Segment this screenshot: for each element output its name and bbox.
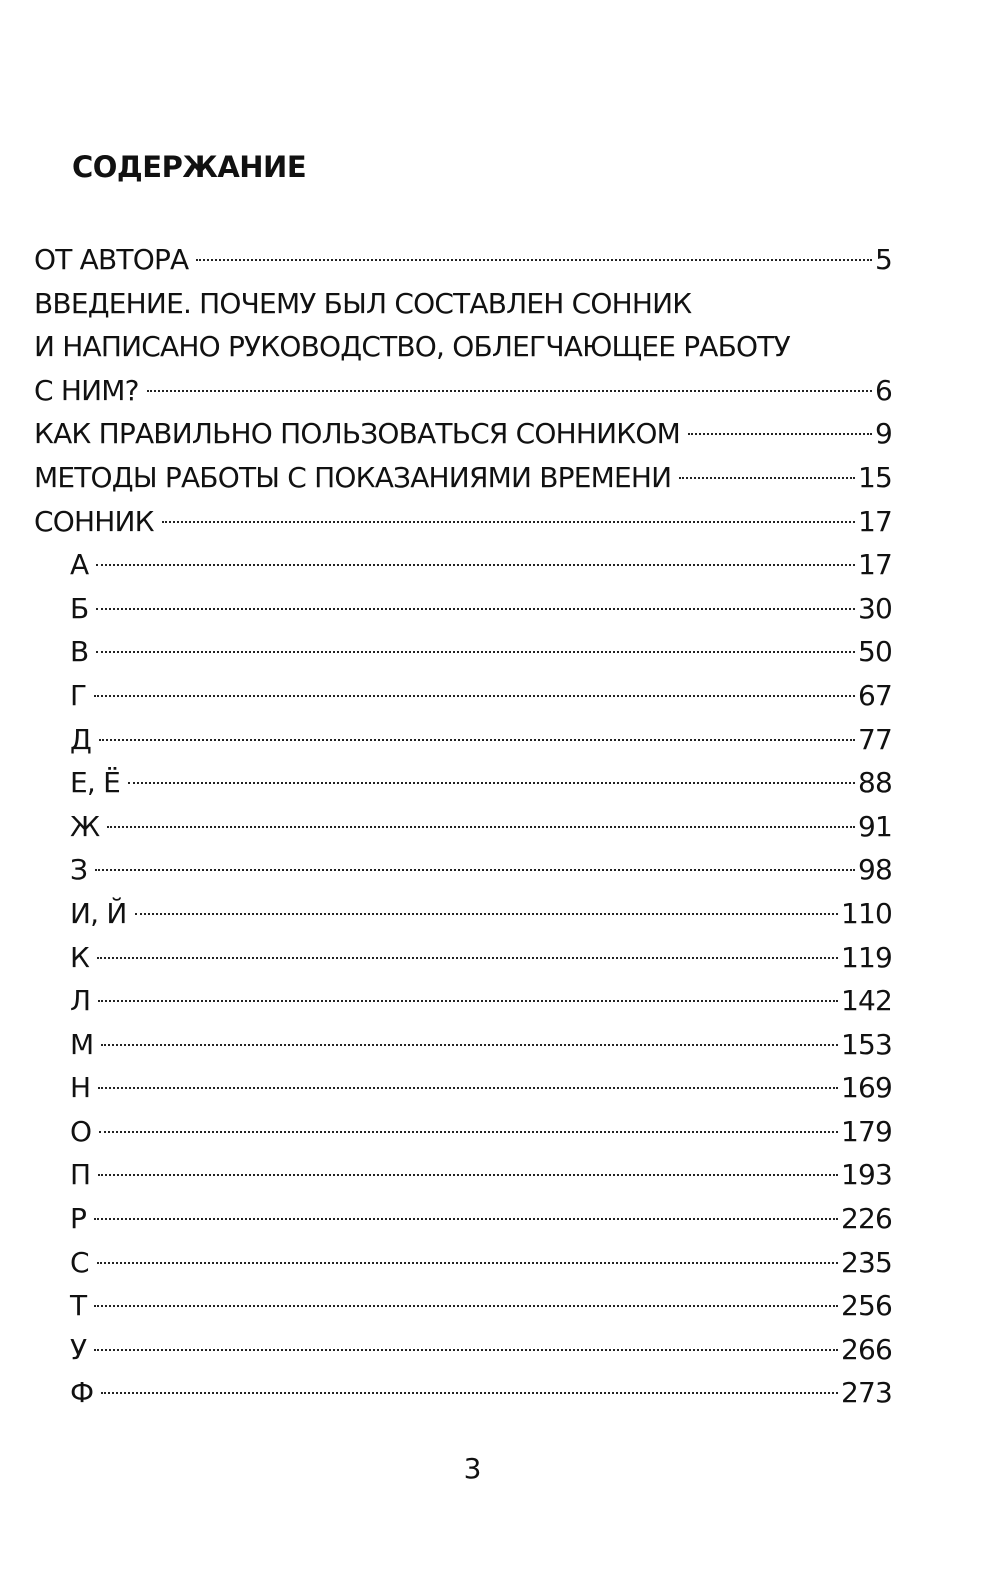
toc-letter-page: 193 (840, 1158, 892, 1192)
toc-letter-label: Т (70, 1289, 87, 1323)
toc-entry-label: И НАПИСАНО РУКОВОДСТВО, ОБЛЕГЧАЮЩЕЕ РАБОТУ (34, 330, 790, 364)
toc-letter-entry[interactable] (34, 1110, 892, 1154)
toc-letter-page: 67 (857, 678, 892, 712)
toc-letter-label: Д (70, 722, 92, 756)
dot-leader (97, 1262, 838, 1264)
toc-letter-label: Ф (70, 1376, 94, 1410)
toc-letter-label: С (70, 1245, 89, 1279)
toc-letter-page: 226 (840, 1202, 892, 1236)
toc-letter-entry[interactable] (34, 1197, 892, 1241)
toc-letter-label: Б (70, 591, 89, 625)
toc-letter-entry[interactable] (34, 979, 892, 1023)
toc-letter-page: 266 (840, 1332, 892, 1366)
toc-letter-label: У (70, 1332, 87, 1366)
toc-entry-label: МЕТОДЫ РАБОТЫ С ПОКАЗАНИЯМИ ВРЕМЕНИ (34, 460, 672, 494)
toc-letter-label: П (70, 1158, 91, 1192)
toc-letter-label: Р (70, 1202, 87, 1236)
toc-entry-label: СОННИК (34, 504, 154, 538)
toc-letter-entry[interactable] (34, 674, 892, 718)
toc-entry-author[interactable] (34, 238, 892, 282)
toc-entry-page: 17 (857, 504, 892, 538)
toc-letter-page: 77 (857, 722, 892, 756)
dot-leader (96, 651, 855, 653)
toc-letter-page: 235 (840, 1245, 892, 1279)
dot-leader (94, 695, 855, 697)
toc-letter-page: 273 (840, 1376, 892, 1410)
dot-leader (101, 1044, 838, 1046)
page-number: 3 (463, 1452, 482, 1485)
toc-letter-label: Л (70, 984, 91, 1018)
toc-letter-page: 169 (840, 1071, 892, 1105)
toc-letter-page: 98 (857, 853, 892, 887)
toc-letter-page: 110 (840, 896, 892, 930)
toc-letter-entry[interactable] (34, 1023, 892, 1067)
toc-letter-label: И, Й (70, 896, 127, 930)
toc-letter-entry[interactable] (34, 936, 892, 980)
dot-leader (128, 782, 855, 784)
dot-leader (101, 1392, 838, 1394)
toc-entry-label: КАК ПРАВИЛЬНО ПОЛЬЗОВАТЬСЯ СОННИКОМ (34, 417, 680, 451)
dot-leader (135, 913, 838, 915)
toc-letter-page: 153 (840, 1027, 892, 1061)
dot-leader (94, 1349, 838, 1351)
toc-letter-entry[interactable] (34, 543, 892, 587)
toc-letter-page: 119 (840, 940, 892, 974)
toc-entry-label: С НИМ? (34, 373, 139, 407)
dot-leader (196, 259, 872, 261)
dot-leader (688, 433, 872, 435)
toc-entry-label: ВВЕДЕНИЕ. ПОЧЕМУ БЫЛ СОСТАВЛЕН СОННИК (34, 286, 692, 320)
dot-leader (99, 1131, 838, 1133)
toc-letter-page: 91 (857, 809, 892, 843)
dot-leader (107, 826, 855, 828)
toc-letter-label: М (70, 1027, 94, 1061)
dot-leader (95, 869, 855, 871)
dot-leader (97, 957, 838, 959)
dot-leader (94, 1305, 838, 1307)
dot-leader (94, 1218, 838, 1220)
toc-entry-page: 15 (857, 460, 892, 494)
toc-entry-page: 5 (874, 243, 892, 276)
toc-entry-how-to-use[interactable] (34, 412, 892, 456)
toc-letter-label: В (70, 635, 89, 669)
toc-letter-label: З (70, 853, 88, 887)
page-title: СОДЕРЖАНИЕ (72, 150, 307, 184)
toc-entry-dream-book[interactable] (34, 500, 892, 544)
dot-leader (96, 564, 855, 566)
toc-entry-methods[interactable] (34, 456, 892, 500)
toc-entry-intro-line3[interactable] (34, 369, 892, 413)
toc-letter-entry[interactable] (34, 1153, 892, 1197)
toc-letter-entry[interactable] (34, 892, 892, 936)
dot-leader (679, 477, 855, 479)
toc-letter-entry[interactable] (34, 1284, 892, 1328)
toc-letter-entry[interactable] (34, 1066, 892, 1110)
toc-letter-label: К (70, 940, 90, 974)
toc-letter-entry[interactable] (34, 630, 892, 674)
toc-entry-page: 9 (874, 417, 892, 451)
toc-letter-page: 30 (857, 591, 892, 625)
toc-letter-page: 88 (857, 766, 892, 800)
toc-letter-entry[interactable] (34, 1241, 892, 1285)
dot-leader (98, 1000, 838, 1002)
toc-letter-entry[interactable] (34, 1371, 892, 1415)
toc-letter-entry[interactable] (34, 587, 892, 631)
toc-letter-page: 256 (840, 1289, 892, 1323)
toc-letter-page: 17 (857, 548, 892, 582)
dot-leader (99, 739, 855, 741)
toc-letter-page: 50 (857, 635, 892, 669)
toc-letter-entry[interactable] (34, 718, 892, 762)
toc-letter-label: Ж (70, 809, 100, 843)
toc-entry-intro-line2[interactable] (34, 325, 892, 369)
toc-letter-label: О (70, 1114, 92, 1148)
toc-entry-intro-line1[interactable] (34, 282, 892, 326)
table-of-contents (34, 238, 892, 1415)
toc-letter-entry[interactable] (34, 805, 892, 849)
toc-entry-label: ОТ АВТОРА (34, 243, 189, 276)
dot-leader (98, 1087, 838, 1089)
toc-letter-entry[interactable] (34, 1328, 892, 1372)
toc-letter-page: 179 (840, 1114, 892, 1148)
toc-letter-entry[interactable] (34, 848, 892, 892)
dot-leader (162, 521, 855, 523)
toc-entry-page: 6 (874, 373, 892, 407)
toc-letter-label: Г (70, 678, 87, 712)
toc-letter-label: Н (70, 1071, 91, 1105)
toc-letter-page: 142 (840, 984, 892, 1018)
toc-letter-entry[interactable] (34, 761, 892, 805)
toc-letter-label: А (70, 548, 89, 582)
toc-letter-label: Е, Ё (70, 766, 120, 800)
dot-leader (96, 608, 855, 610)
dot-leader (147, 390, 872, 392)
dot-leader (98, 1174, 838, 1176)
